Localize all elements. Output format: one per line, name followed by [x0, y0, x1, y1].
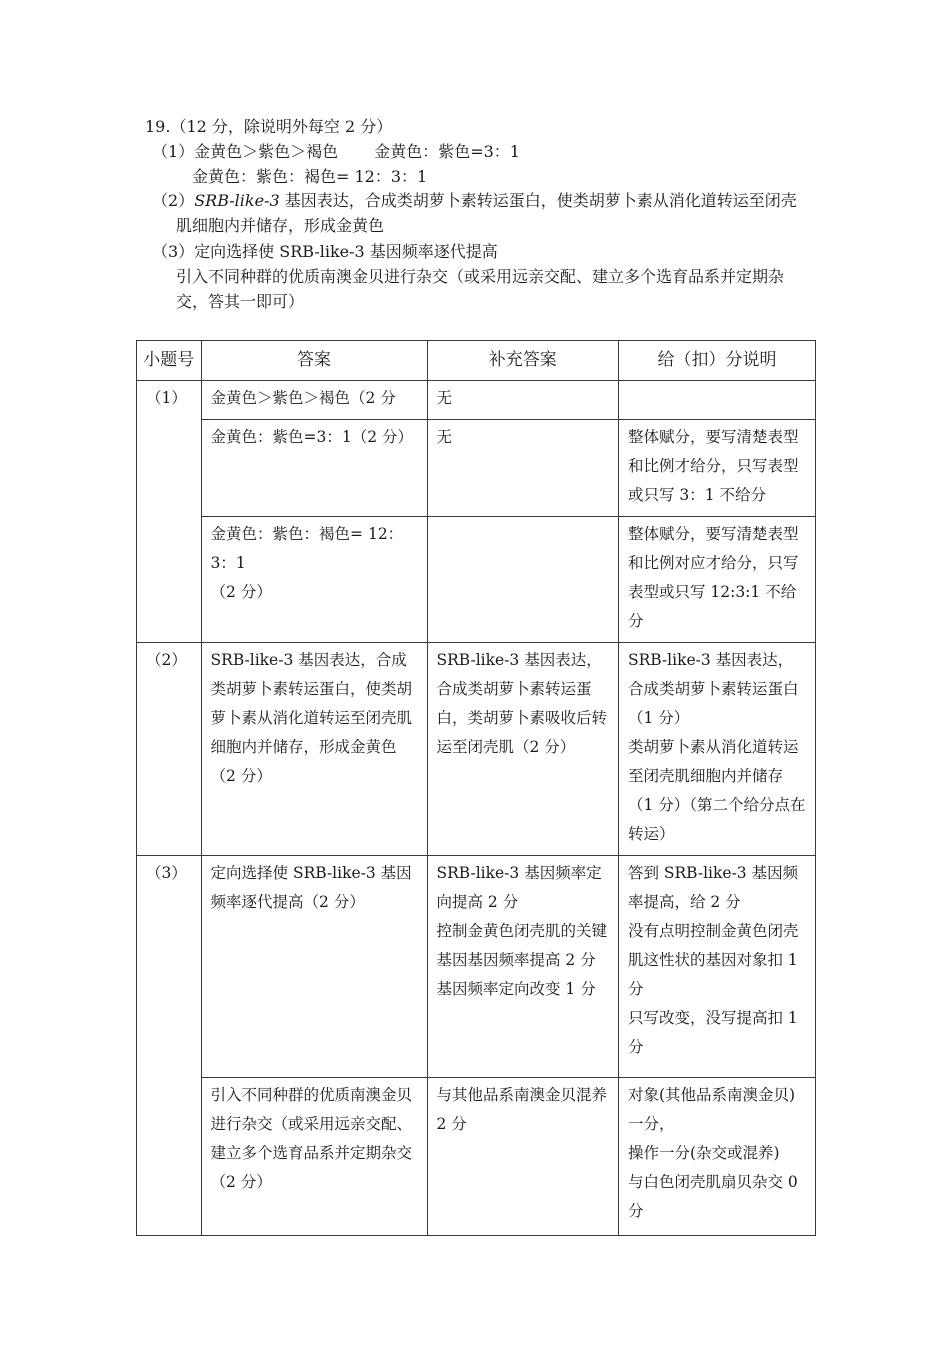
extra-answer-cell: SRB-like-3 基因表达，合成类胡萝卜素转运蛋白，类胡萝卜素吸收后转运至闭壳肌（2 分） — [427, 643, 618, 856]
table-header-row — [137, 341, 816, 381]
scoring-note-cell — [618, 381, 815, 420]
question-number: （3） — [137, 856, 202, 1236]
scoring-note-cell: 整体赋分，要写清楚表型和比例才给分，只写表型或只写 3：1 不给分 — [618, 420, 815, 517]
table-row — [137, 517, 816, 643]
extra-answer-cell: 无 — [427, 420, 618, 517]
q1-dominance: （1）金黄色＞紫色＞褐色 — [152, 142, 339, 161]
question-title: 19.（12 分，除说明外每空 2 分） — [145, 117, 393, 136]
q3-answer-line-3: 交，答其一即可） — [176, 292, 305, 311]
answer-cell: 金黄色：紫色=3：1（2 分） — [201, 420, 427, 517]
q3-answer-line: （3）定向选择使 SRB-like-3 基因频率逐代提高 — [152, 242, 498, 261]
header-scoring-note: 给（扣）分说明 — [618, 341, 815, 381]
table-row — [137, 381, 816, 420]
header-answer: 答案 — [201, 341, 427, 381]
scoring-note-cell — [618, 643, 815, 856]
header-extra-answer: 补充答案 — [427, 341, 618, 381]
scoring-note-cell — [618, 1078, 815, 1236]
note-text: SRB-like-3 基因表达，合成类胡萝卜素转运蛋白（1 分） 类胡萝卜素从消化道转运至闭壳肌细胞内并储存（1 分）（第二个给分点在转运） — [627, 651, 806, 843]
q2-gene-name: SRB-like-3 — [194, 191, 280, 210]
extra-answer-cell — [427, 517, 618, 643]
q2-text: 基因表达，合成类胡萝卜素转运蛋白，使类胡萝卜素从消化道转运至闭壳 — [279, 191, 797, 210]
q2-prefix: （2） — [152, 191, 195, 210]
q2-answer-line-2: 肌细胞内并储存，形成金黄色 — [176, 216, 385, 235]
answer-cell: 金黄色＞紫色＞褐色（2 分 — [201, 381, 427, 420]
q3-answer-line-2: 引入不同种群的优质南澳金贝进行杂交（或采用远亲交配、建立多个选育品系并定期杂 — [176, 267, 785, 286]
extra-answer-cell: 无 — [427, 381, 618, 420]
table-row — [137, 643, 816, 856]
question-number: （2） — [137, 643, 202, 856]
q1-ratio-three: 金黄色：紫色：褐色= 12：3：1 — [192, 167, 428, 186]
answer-cell: SRB-like-3 基因表达，合成类胡萝卜素转运蛋白，使类胡萝卜素从消化道转运至闭壳肌细胞内并储存，形成金黄色（2 分） — [201, 643, 427, 856]
extra-answer-cell — [427, 856, 618, 1078]
answer-text: 金黄色：紫色：褐色= 12：3：1 （2 分） — [210, 525, 404, 601]
scoring-note-cell — [618, 856, 815, 1078]
answer-cell: 定向选择使 SRB-like-3 基因频率逐代提高（2 分） — [201, 856, 427, 1078]
table-row — [137, 1078, 816, 1236]
note-text: 对象(其他品系南澳金贝)一分， 操作一分(杂交或混养) 与白色闭壳肌扇贝杂交 0 分 — [627, 1086, 798, 1220]
answer-cell — [201, 517, 427, 643]
scoring-note-cell: 整体赋分，要写清楚表型和比例对应才给分，只写表型或只写 12:3:1 不给分 — [618, 517, 815, 643]
table-row — [137, 856, 816, 1078]
note-text: 答到 SRB-like-3 基因频率提高，给 2 分 没有点明控制金黄色闭壳肌这性状的基因对象扣 1 分 只写改变，没写提高扣 1 分 — [627, 864, 799, 1056]
q1-answer-line — [152, 141, 520, 163]
scoring-table — [136, 340, 816, 1236]
header-question-number: 小题号 — [137, 341, 202, 381]
question-number: （1） — [137, 381, 202, 643]
extra-answer-cell: 与其他品系南澳金贝混养 2 分 — [427, 1078, 618, 1236]
table-row — [137, 420, 816, 517]
extra-text: SRB-like-3 基因频率定向提高 2 分 控制金黄色闭壳肌的关键基因基因频率提高 2 分 基因频率定向改变 1 分 — [436, 864, 608, 998]
answer-cell: 引入不同种群的优质南澳金贝进行杂交（或采用远亲交配、建立多个选育品系并定期杂交（2 分） — [201, 1078, 427, 1236]
q1-ratio: 金黄色：紫色=3：1 — [374, 142, 520, 161]
q2-answer-line — [152, 190, 797, 212]
